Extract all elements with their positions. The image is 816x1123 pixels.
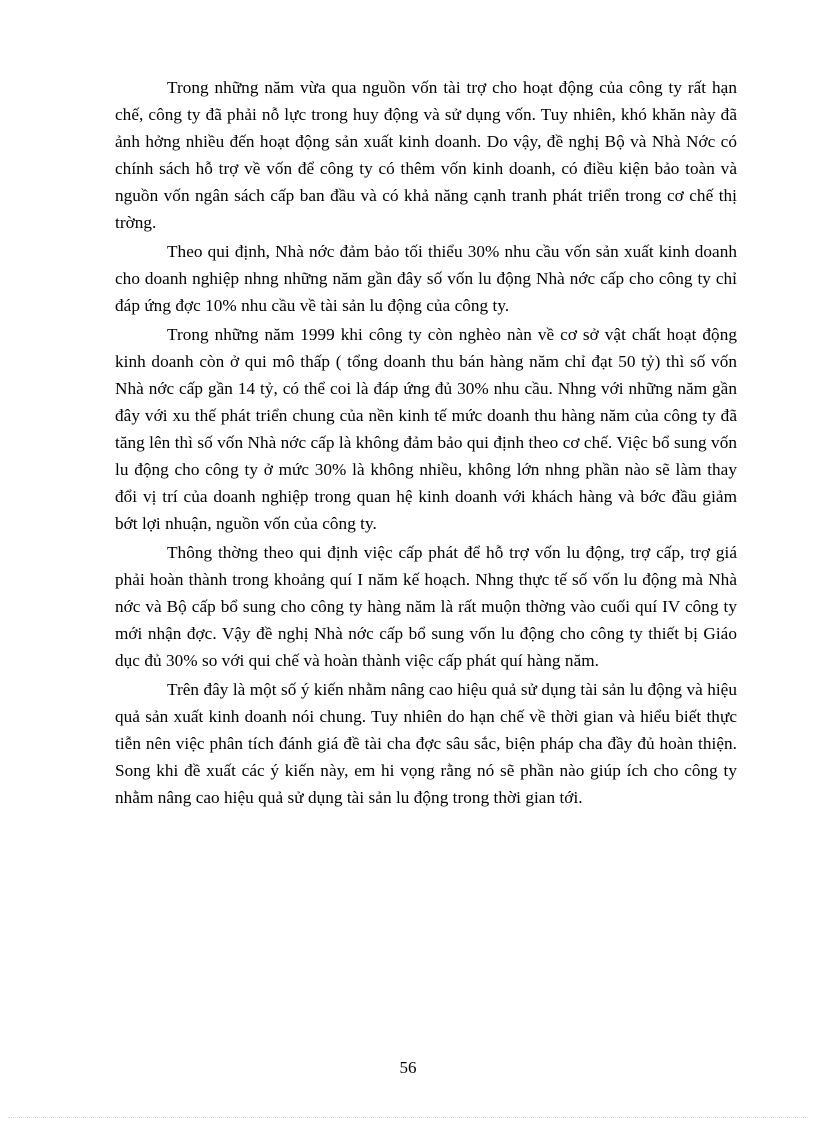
paragraph-funding-constraints: Trong những năm vừa qua nguồn vốn tài trợ cho hoạt động của công ty rất hạn chế, công ty đã phải nỗ lực trong huy động và sử dụng vốn. Tuy nhiên, khó khăn này đã ảnh hởng nhiều đến hoạt động sản xuất kinh doanh. Do vậy, đề nghị Bộ và Nhà Nớc có chính sách hỗ trợ về vốn để công ty có thêm vốn kinh doanh, có điều kiện bảo toàn và nguồn vốn ngân sách cấp ban đầu và có khả năng cạnh tranh phát triển trong cơ chế thị trờng. <box>115 78 737 232</box>
page-number: 56 <box>399 1058 417 1077</box>
paragraph-capital-history: Trong những năm 1999 khi công ty còn nghèo nàn về cơ sở vật chất hoạt động kinh doanh còn ở qui mô thấp ( tổng doanh thu bán hàng năm chỉ đạt 50 tỷ) thì số vốn Nhà nớc cấp gần 14 tỷ, có thể coi là đáp ứng đủ 30% nhu cầu. Nhng với những năm gần đây với xu thế phát triển chung của nền kinh tế mức doanh thu hàng năm của công ty đã tăng lên thì số vốn Nhà nớc cấp là không đảm bảo qui định theo cơ chế. Việc bổ sung vốn lu động cho công ty ở mức 30% là không nhiều, không lớn nhng phần nào sẽ làm thay đổi vị trí của doanh nghiệp trong quan hệ kinh doanh với khách hàng và bớc đầu giảm bớt lợi nhuận, nguồn vốn của công ty. <box>115 325 737 533</box>
paragraph-conclusion: Trên đây là một số ý kiến nhằm nâng cao hiệu quả sử dụng tài sản lu động và hiệu quả sản xuất kinh doanh nói chung. Tuy nhiên do hạn chế về thời gian và hiểu biết thực tiễn nên việc phân tích đánh giá đề tài cha đợc sâu sắc, biện pháp cha đầy đủ hoàn thiện. Song khi đề xuất các ý kiến này, em hi vọng rằng nó sẽ phần nào giúp ích cho công ty nhằm nâng cao hiệu quả sử dụng tài sản lu động trong thời gian tới. <box>115 680 737 807</box>
body-text <box>115 74 737 813</box>
page-bottom-divider <box>8 1117 808 1118</box>
paragraph-allocation-timing: Thông thờng theo qui định việc cấp phát để hỗ trợ vốn lu động, trợ cấp, trợ giá phải hoàn thành trong khoảng quí I năm kế hoạch. Nhng thực tế số vốn lu động mà Nhà nớc và Bộ cấp bổ sung cho công ty hàng năm là rất muộn thờng vào cuối quí IV công ty mới nhận đợc. Vậy đề nghị Nhà nớc cấp bổ sung vốn lu động cho công ty thiết bị Giáo dục đủ 30% so với qui chế và hoàn thành việc cấp phát quí hàng năm. <box>115 543 737 670</box>
paragraph-state-capital-regulation: Theo qui định, Nhà nớc đảm bảo tối thiểu 30% nhu cầu vốn sản xuất kinh doanh cho doanh nghiệp nhng những năm gần đây số vốn lu động Nhà nớc cấp cho công ty chỉ đáp ứng đợc 10% nhu cầu về tài sản lu động của công ty. <box>115 242 737 315</box>
